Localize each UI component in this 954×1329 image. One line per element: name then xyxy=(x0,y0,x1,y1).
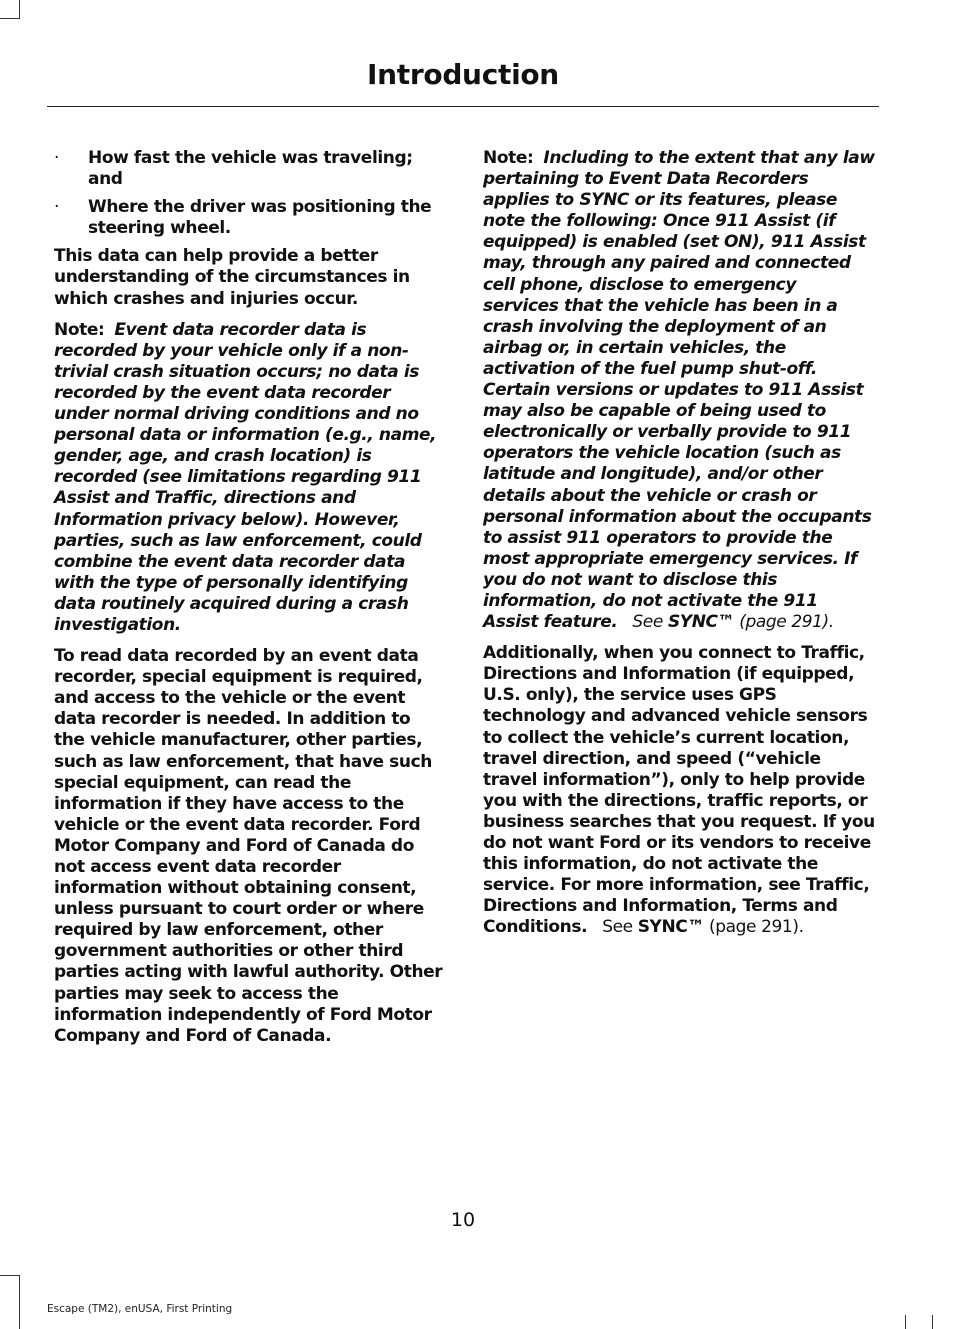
crop-mark-bottom-right-vertical-1 xyxy=(905,1315,906,1329)
footer-edition: Escape (TM2), enUSA, First Printing xyxy=(47,1303,233,1315)
bullet-item xyxy=(54,197,446,239)
crop-mark-bottom-left-horizontal xyxy=(0,1275,20,1276)
crop-mark-top-left-vertical xyxy=(19,0,20,18)
xref-page: (page 291). xyxy=(739,612,834,633)
paragraph-read-data: To read data recorded by an event data recorder, special equipment is required, and access to the vehicle or the event data recorder is needed. In addition to the vehicle manufacturer, other parties, such as law enforcement, that have such special equipment, can read the information if they have access to the vehicle or the event data recorder. Ford Motor Company and Ford of Canada do not access event data recorder information without obtaining consent, unless pursuant to court order or where required by law enforcement, other government authorities or other third parties acting with lawful authority. Other parties may seek to access the information independently of Ford Motor Company and Ford of Canada. xyxy=(54,646,443,1046)
xref-see: See xyxy=(602,917,633,938)
left-column xyxy=(54,148,446,1057)
paragraph-crash-understanding: This data can help provide a better understanding of the circumstances in which crashes and injuries occur. xyxy=(54,246,410,309)
page-title: Introduction xyxy=(367,58,559,91)
note-label: Note: xyxy=(54,319,105,340)
xref-sync-link[interactable]: SYNC™ xyxy=(637,917,704,938)
bullet-dot: · xyxy=(54,197,60,218)
xref-sync-link[interactable]: SYNC™ xyxy=(667,612,735,633)
page-number: 10 xyxy=(450,1209,476,1231)
xref-page: (page 291). xyxy=(709,917,804,938)
xref-see: See xyxy=(632,612,663,633)
note-label: Note: xyxy=(483,148,534,168)
bullet-item xyxy=(54,148,446,190)
bullet-dot: · xyxy=(54,148,60,168)
crop-mark-top-left-horizontal xyxy=(0,18,20,19)
bullet-text: How fast the vehicle was traveling; and xyxy=(88,148,413,190)
paragraph-traffic-directions xyxy=(483,643,875,938)
bullet-text: Where the driver was positioning the steering wheel. xyxy=(88,197,432,239)
note-911-assist xyxy=(483,148,875,633)
note-text: Including to the extent that any law pertaining to Event Data Recorders applies to SYNC or its features, please note the following: Once 911 Assist (if equipped) is enabled (set ON), 911 Assist may, through any paired and connected cell phone, disclose to emergency services that the vehicle has been in a crash involving the deployment of an airbag or, in certain vehicles, the activation of the fuel pump shut-off. Certain versions or updates to 911 Assist may also be capable of being used to electronically or verbally provide to 911 operators the vehicle location (such as latitude and longitude), and/or other details about the vehicle or crash or personal information about the occupants to assist 911 operators to provide the most appropriate emergency services. If you do not want to disclose this information, do not activate the 911 Assist feature. xyxy=(483,148,875,633)
paragraph-text: Additionally, when you connect to Traffic, Directions and Information (if equipped, U.S. only), the service uses GPS technology and advanced vehicle sensors to collect the vehicle’s current location, travel direction, and speed (“vehicle travel information”), only to help provide you with the directions, traffic reports, or business searches that you request. If you do not want Ford or its vendors to receive this information, do not activate the service. For more information, see Traffic, Directions and Information, Terms and Conditions. xyxy=(483,643,875,938)
crop-mark-bottom-right-vertical-2 xyxy=(932,1315,933,1329)
title-divider xyxy=(47,106,879,107)
right-column xyxy=(483,148,875,948)
crop-mark-bottom-left-vertical xyxy=(19,1275,20,1329)
note-text: Event data recorder data is recorded by your vehicle only if a non-trivial crash situation occurs; no data is recorded by the event data recorder under normal driving conditions and no personal data or information (e.g., name, gender, age, and crash location) is recorded (see limitations regarding 911 Assist and Traffic, directions and Information privacy below). However, parties, such as law enforcement, could combine the event data recorder data with the type of personally identifying data routinely acquired during a crash investigation. xyxy=(54,319,437,635)
note-event-data-recorder xyxy=(54,320,446,636)
